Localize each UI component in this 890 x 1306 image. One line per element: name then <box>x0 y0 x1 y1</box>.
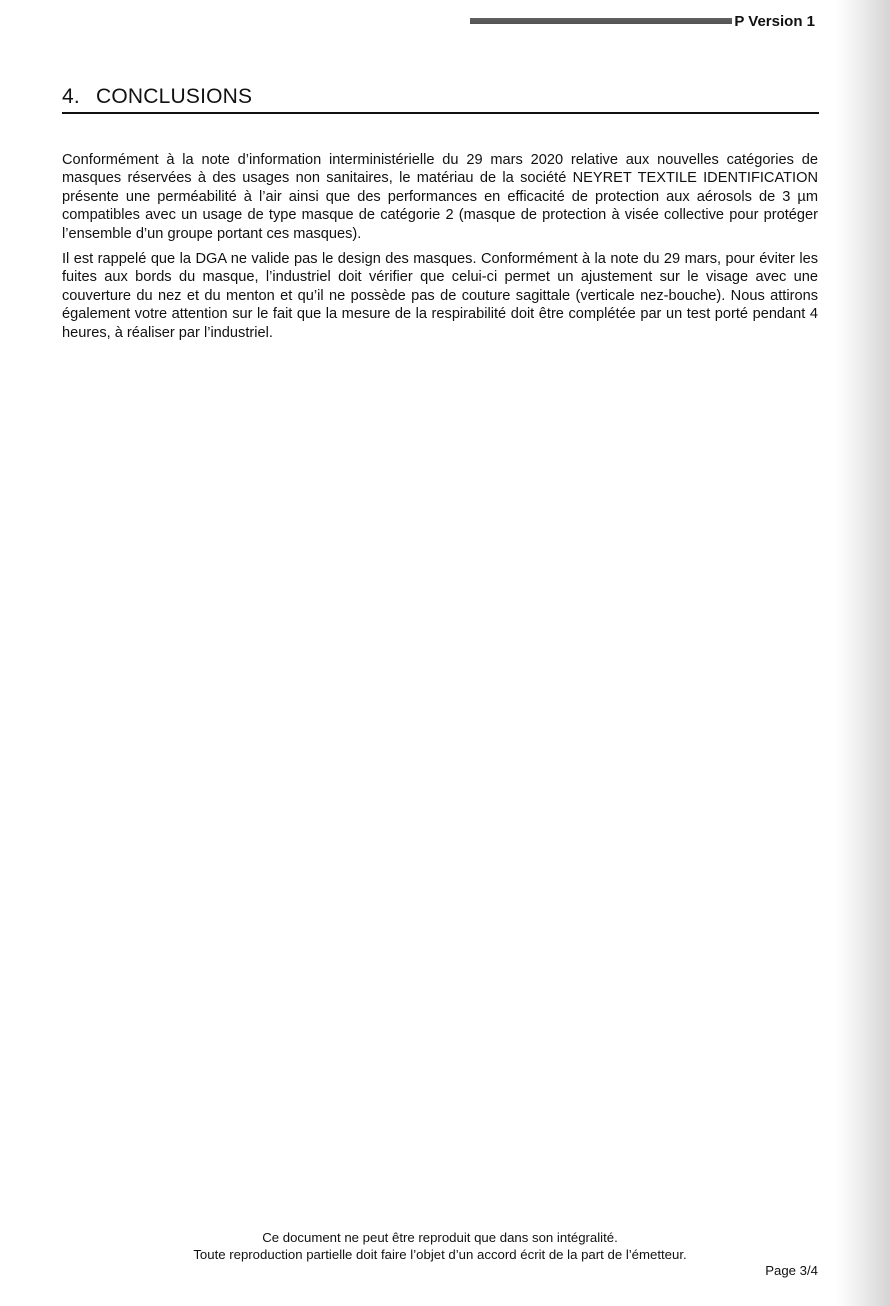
section-title: CONCLUSIONS <box>96 85 253 108</box>
conclusions-body <box>62 151 818 349</box>
redacted-reference <box>470 15 732 24</box>
footer-notice <box>62 1229 818 1263</box>
footer-line: Toute reproduction partielle doit faire l’objet d’un accord écrit de la part de l’émetteur. <box>193 1247 687 1262</box>
paragraph: Conformément à la note d’information interministérielle du 29 mars 2020 relative aux nouvelles catégories de masques réservées à des usages non sanitaires, le matériau de la société NEYRET TEXTILE IDENTIFICATION présente une perméabilité à l’air ainsi que des performances en efficacité de protection aux aérosols de 3 µm compatibles avec un usage de type masque de catégorie 2 (masque de protection à visée collective pour protéger l’ensemble d’un groupe portant ces masques). <box>62 152 818 242</box>
footer-line: Ce document ne peut être reproduit que dans son intégralité. <box>262 1230 618 1245</box>
section-heading <box>62 85 819 114</box>
page-edge-shadow <box>836 0 890 1306</box>
document-header-reference <box>465 13 815 33</box>
page-number: Page 3/4 <box>765 1263 818 1278</box>
version-label: P Version 1 <box>734 13 815 30</box>
paragraph: Il est rappelé que la DGA ne valide pas le design des masques. Conformément à la note du 29 mars, pour éviter les fuites aux bords du masque, l’industriel doit vérifier que celui-ci permet un ajustement sur le visage avec une couverture du nez et du menton et qu’il ne possède pas de couture sagittale (verticale nez-bouche). Nous attirons également votre attention sur le fait que la mesure de la respirabilité doit être complétée par un test porté pendant 4 heures, à réaliser par l’industriel. <box>62 251 818 341</box>
section-number: 4. <box>62 85 80 108</box>
